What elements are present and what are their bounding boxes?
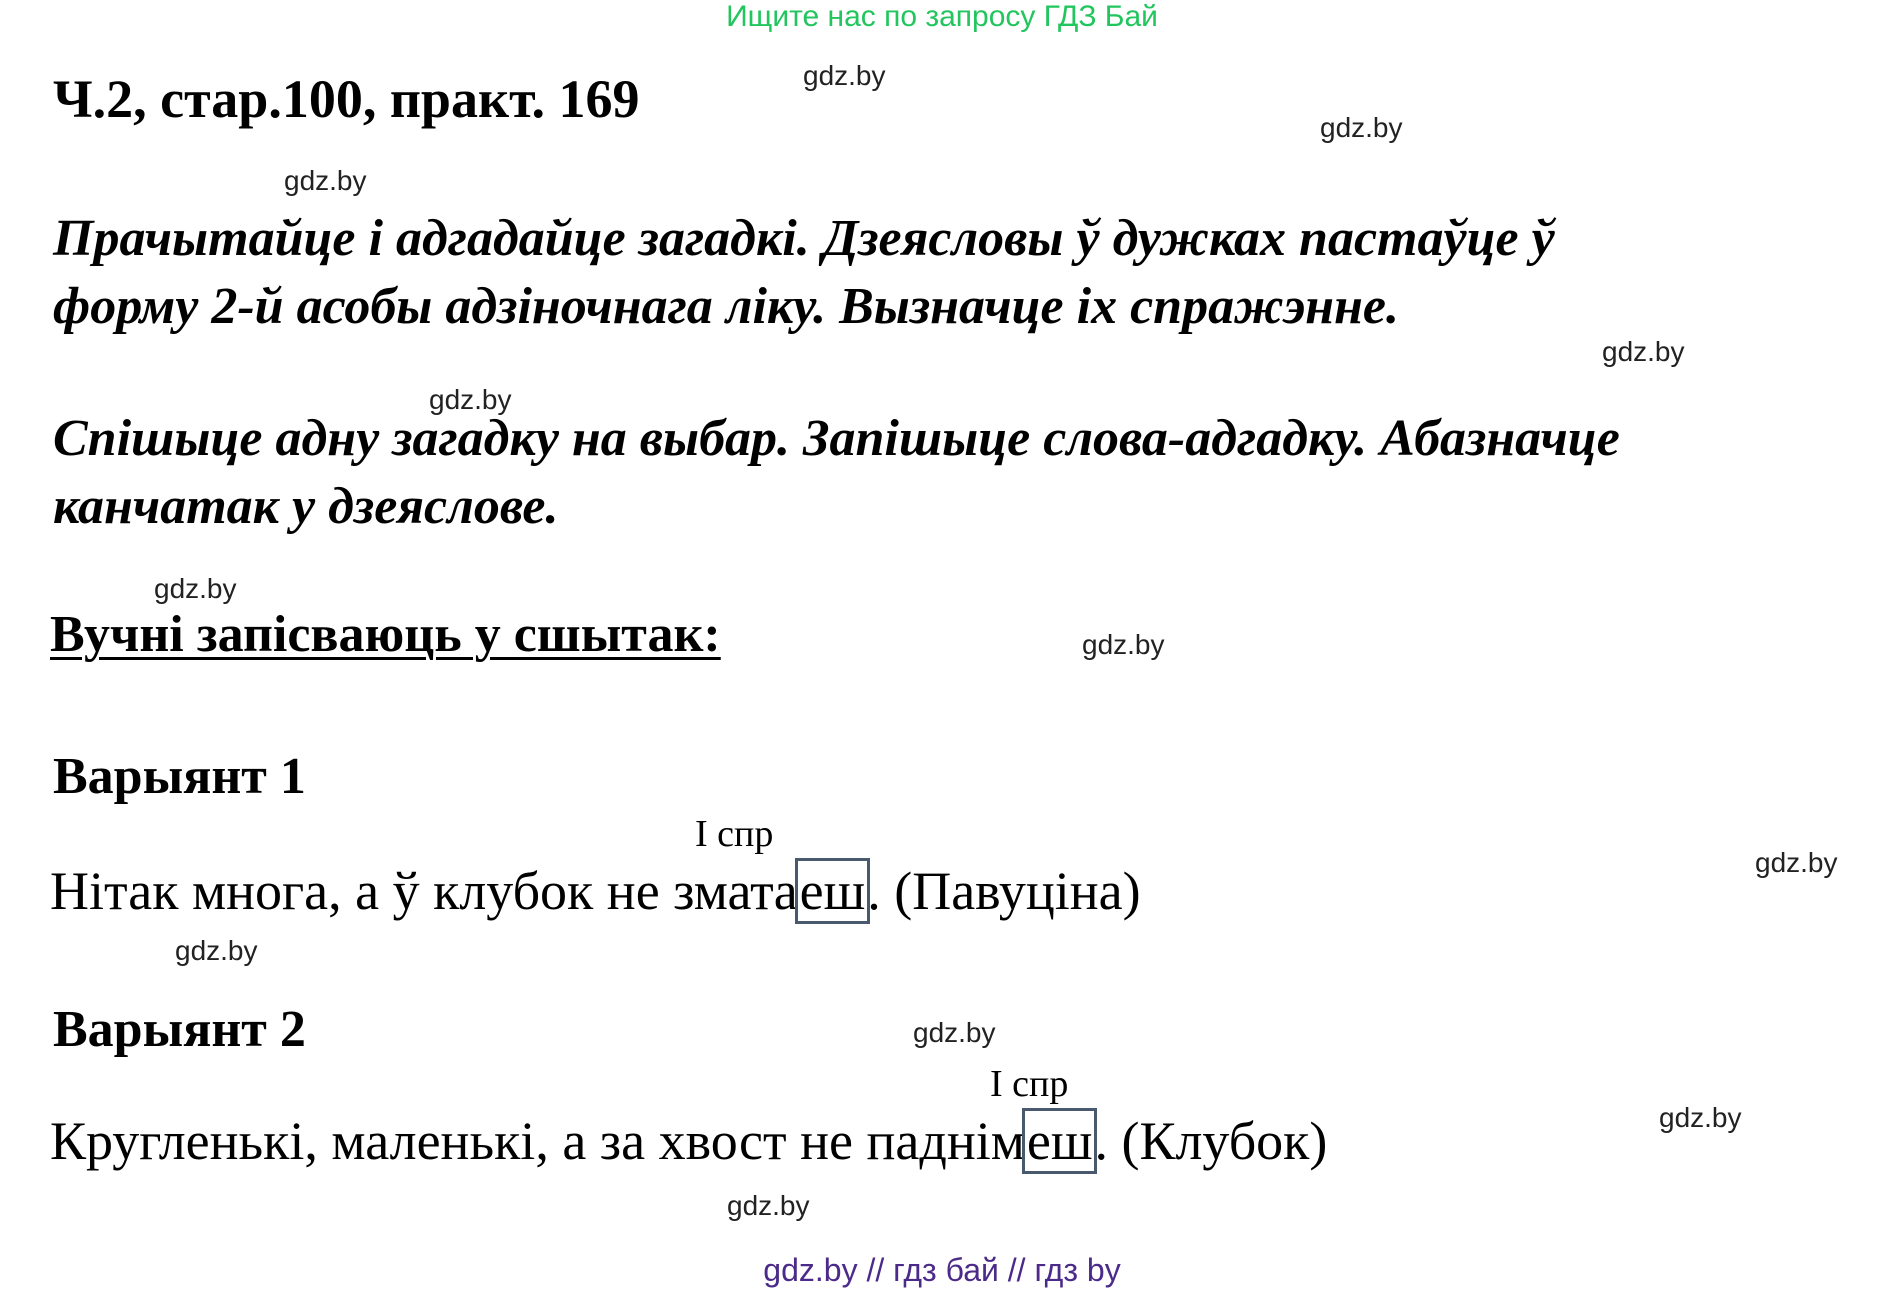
watermark: gdz.by — [803, 60, 886, 91]
verb-ending-box: еш — [1026, 1111, 1093, 1171]
riddle-answer: . (Клубок) — [1094, 1111, 1328, 1171]
task-line: Прачытайце і адгадайце загадкі. Дзеясловы ў дужках пастаўце ў — [53, 210, 1555, 267]
variant-2-label: Варыянт 2 — [53, 1001, 306, 1058]
task-line: Спішыце адну загадку на выбар. Запішыце слова-адгадку. Абазначце — [53, 410, 1620, 467]
task-line: канчатак у дзеяслове. — [53, 478, 559, 535]
page-title: Ч.2, стар.100, практ. 169 — [53, 69, 640, 129]
riddle-answer: . (Павуціна) — [867, 861, 1141, 921]
variant-2-conjugation-note: I спр — [990, 1063, 1069, 1105]
footer-links: gdz.by // гдз бай // гдз by — [763, 1252, 1121, 1288]
watermark: gdz.by — [175, 935, 258, 966]
watermark: gdz.by — [1082, 629, 1165, 660]
watermark: gdz.by — [154, 573, 237, 604]
variant-1-label: Варыянт 1 — [53, 748, 306, 805]
riddle-text: Нітак многа, а ў клубок не зматa — [50, 861, 798, 921]
watermark: gdz.by — [1602, 336, 1685, 367]
watermark: gdz.by — [429, 384, 512, 415]
verb-ending-box: еш — [799, 861, 866, 921]
watermark: gdz.by — [284, 165, 367, 196]
riddle-text: Кругленькі, маленькі, а за хвост не паднім — [50, 1111, 1025, 1171]
watermark: gdz.by — [1320, 112, 1403, 143]
variant-1-conjugation-note: I спр — [695, 813, 774, 855]
section-heading: Вучні запісваюць у сшытак: — [50, 606, 721, 663]
task-instructions-2 — [53, 405, 1863, 541]
task-line: форму 2-й асобы адзіночнага ліку. Вызначце іх спражэнне. — [53, 278, 1399, 335]
top-banner: Ищите нас по запросу ГДЗ Бай — [726, 0, 1158, 33]
task-instructions — [53, 205, 1863, 341]
variant-2-riddle — [50, 1110, 1327, 1172]
watermark: gdz.by — [913, 1017, 996, 1048]
watermark: gdz.by — [727, 1190, 810, 1221]
watermark: gdz.by — [1755, 847, 1838, 878]
variant-1-riddle — [50, 860, 1141, 922]
watermark: gdz.by — [1659, 1102, 1742, 1133]
